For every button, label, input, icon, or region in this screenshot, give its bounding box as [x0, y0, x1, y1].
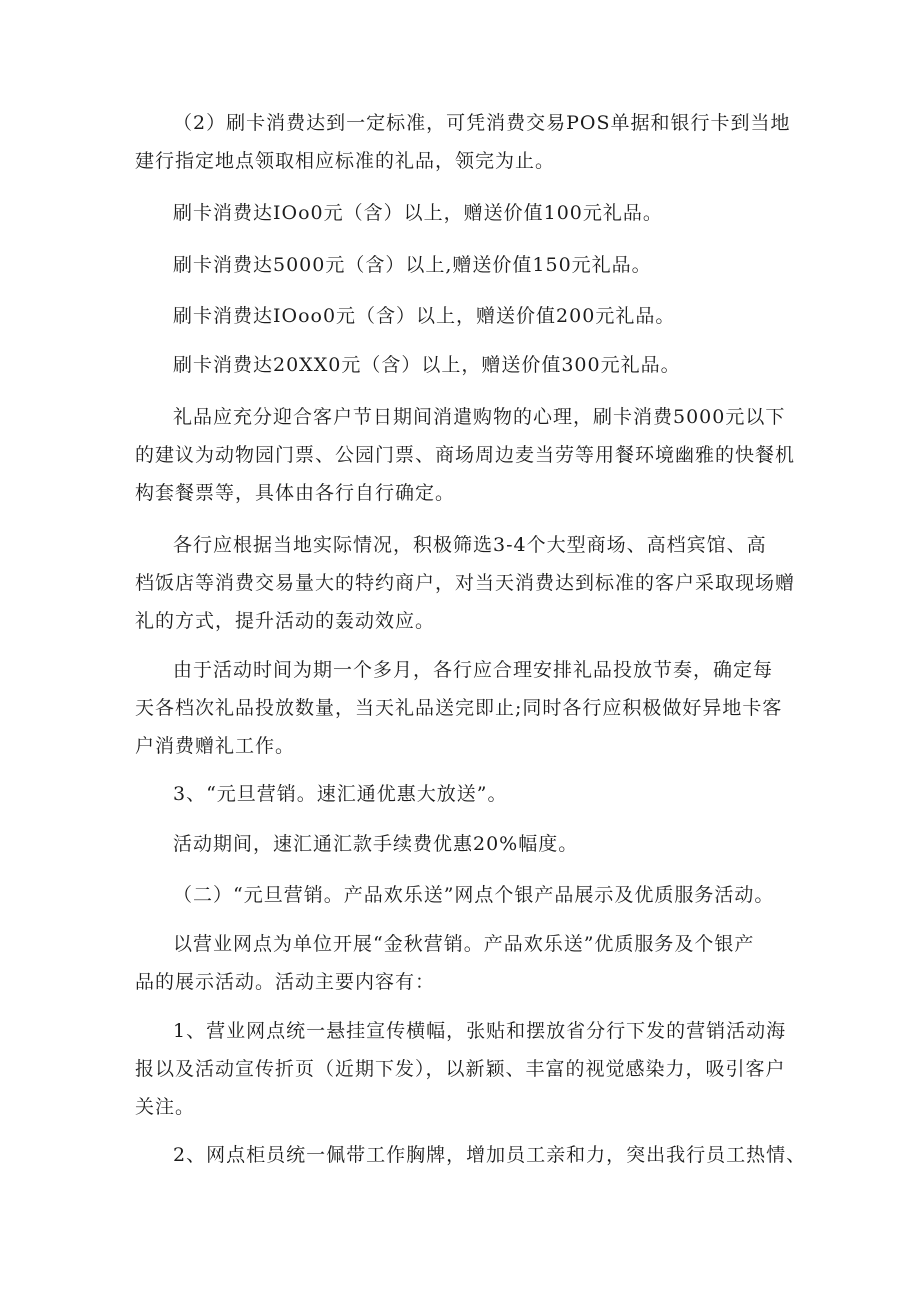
paragraph-tier-5000	[135, 246, 795, 284]
text-line: 品的展示活动。活动主要内容有：	[135, 971, 436, 993]
text-line: （二）“元旦营销。产品欢乐送”网点个银产品展示及优质服务活动。	[173, 884, 775, 906]
text-line: 活动期间，速汇通汇款手续费优惠20%幅度。	[173, 833, 579, 855]
text-line: 由于活动时间为期一个多月，各行应合理安排礼品投放节奏，确定每	[173, 659, 774, 681]
text-line: 1、营业网点统一悬挂宣传横幅，张贴和摆放省分行下发的营销活动海	[173, 1020, 787, 1042]
paragraph-branch-activity	[135, 925, 795, 1001]
paragraph-item-2-badges	[135, 1136, 807, 1174]
paragraph-gift-pacing	[135, 651, 795, 765]
text-line: 刷卡消费达20XX0元（含）以上，赠送价值300元礼品。	[173, 354, 681, 376]
text-line: 关注。	[135, 1096, 196, 1118]
paragraph-item-3-heading	[135, 775, 795, 813]
text-line: 建行指定地点领取相应标准的礼品，领完为止。	[135, 150, 556, 172]
text-line: 以营业网点为单位开展“金秋营销。产品欢乐送”优质服务及个银产	[173, 933, 755, 955]
text-line: 礼品应充分迎合客户节日期间消遣购物的心理，刷卡消费5000元以下	[173, 406, 786, 428]
paragraph-tier-1000	[135, 194, 795, 232]
text-line: 刷卡消费达IOoo0元（含）以上，赠送价值200元礼品。	[173, 305, 676, 327]
text-line: 各行应根据当地实际情况，积极筛选3-4个大型商场、高档宾馆、高	[173, 534, 767, 556]
paragraph-item-1-banners	[135, 1012, 795, 1126]
paragraph-section-2-heading	[135, 876, 795, 914]
paragraph-remittance-discount	[135, 825, 795, 863]
text-line: 的建议为动物园门票、公园门票、商场周边麦当劳等用餐环境幽雅的快餐机	[135, 444, 796, 466]
paragraph-card-spend-threshold	[135, 104, 795, 180]
text-line: 2、网点柜员统一佩带工作胸牌，增加员工亲和力，突出我行员工热情、	[173, 1144, 807, 1166]
text-line: 3、“元旦营销。速汇通优惠大放送”。	[173, 783, 508, 805]
text-line: 天各档次礼品投放数量，当天礼品送完即止;同时各行应积极做好异地卡客	[135, 697, 783, 719]
text-line: 刷卡消费达IOo0元（含）以上，赠送价值100元礼品。	[173, 202, 663, 224]
text-line: 刷卡消费达5000元（含）以上,赠送价值150元礼品。	[173, 254, 652, 276]
paragraph-merchant-selection	[135, 526, 795, 640]
text-line: 报以及活动宣传折页（近期下发），以新颖、丰富的视觉感染力，吸引客户	[135, 1058, 786, 1080]
paragraph-tier-10000	[135, 297, 795, 335]
text-line: （2）刷卡消费达到一定标准，可凭消费交易POS单据和银行卡到当地	[173, 112, 791, 134]
text-line: 户消费赠礼工作。	[135, 735, 296, 757]
text-line: 礼的方式，提升活动的轰动效应。	[135, 610, 436, 632]
paragraph-gift-suggestions	[135, 398, 795, 512]
text-line: 档饭店等消费交易量大的特约商户，对当天消费达到标准的客户采取现场赠	[135, 572, 796, 594]
paragraph-tier-20000	[135, 346, 795, 384]
text-line: 构套餐票等，具体由各行自行确定。	[135, 482, 456, 504]
